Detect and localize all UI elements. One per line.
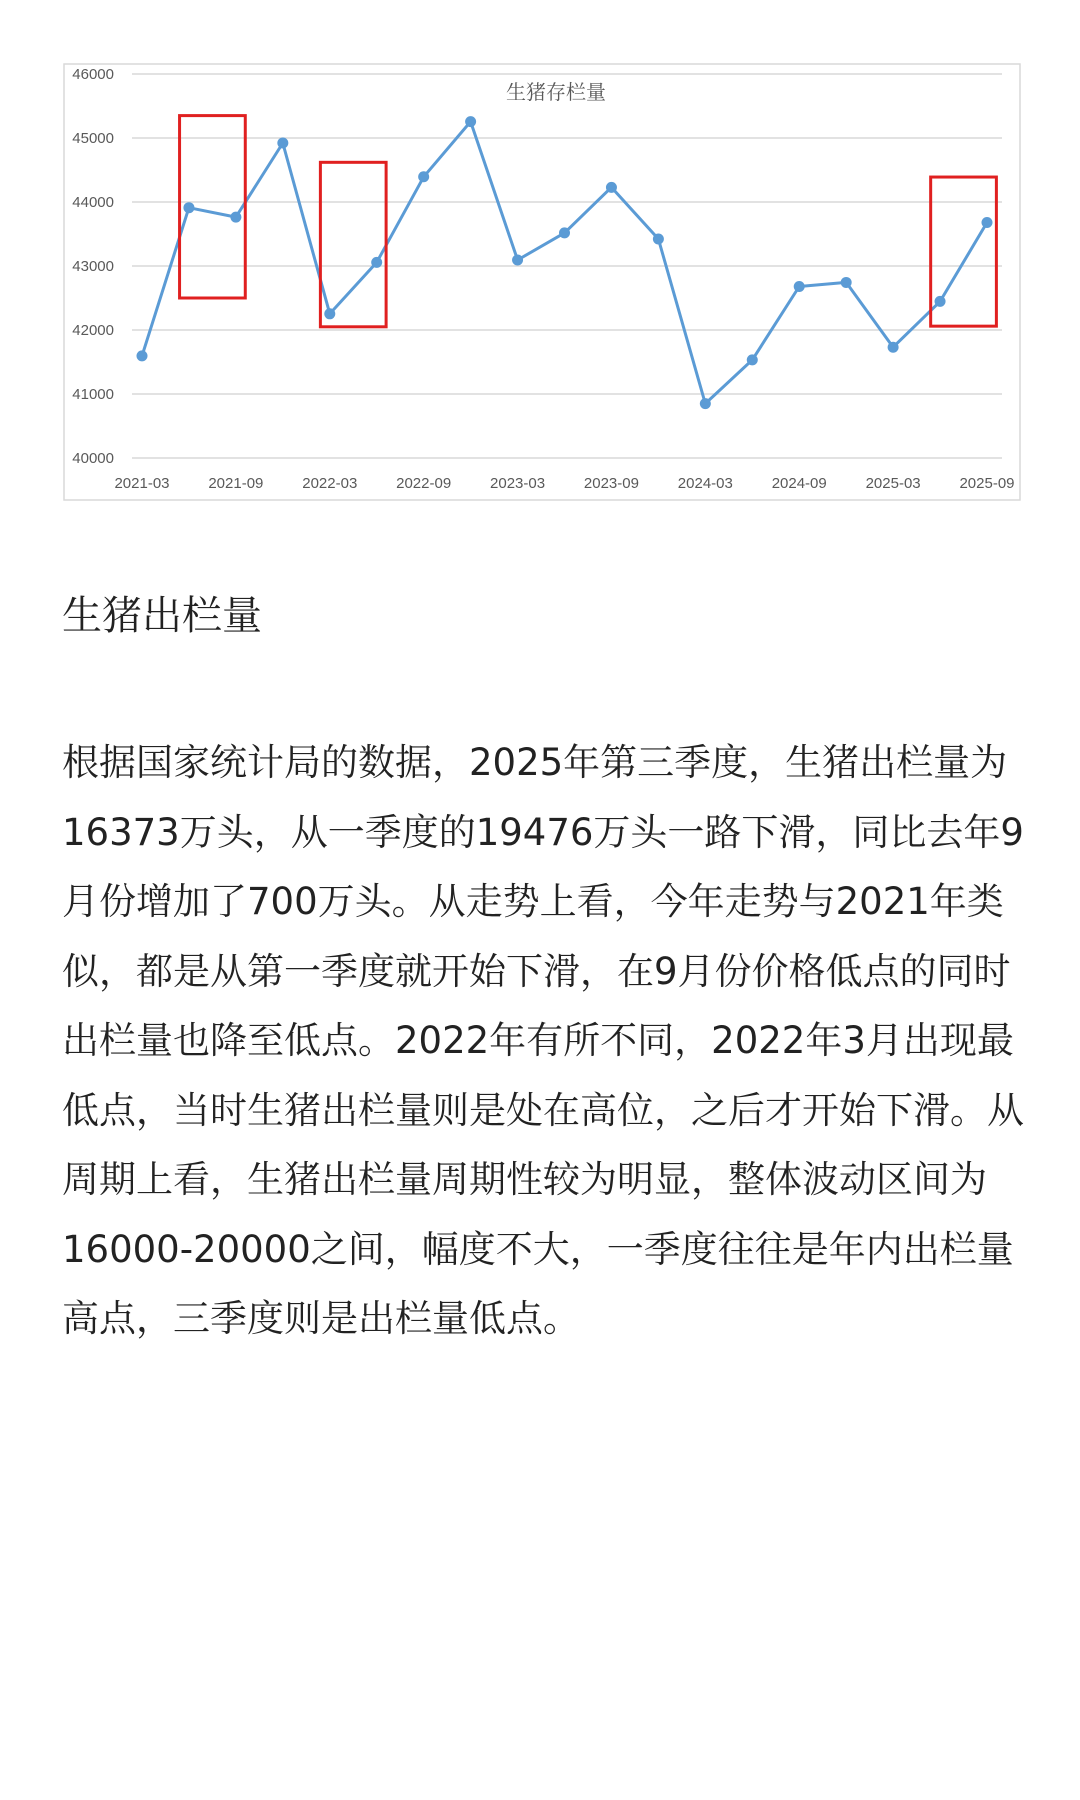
hog-inventory-chart: [62, 62, 1022, 502]
article-paragraph: 根据国家统计局的数据，2025年第三季度，生猪出栏量为16373万头，从一季度的19476万头一路下滑，同比去年9月份增加了700万头。从走势上看，今年走势与2021年类似，都是从第一季度就开始下滑，在9月份价格低点的同时出栏量也降至低点。2022年有所不同，2022年3月出现最低点，当时生猪出栏量则是处在高位，之后才开始下滑。从周期上看，生猪出栏量周期性较为明显，整体波动区间为16000-20000之间，幅度不大，一季度往往是年内出栏量高点，三季度则是出栏量低点。: [62, 741, 1024, 1340]
line-chart: [62, 62, 1022, 502]
y-tick-label: 43000: [72, 258, 114, 275]
data-point: [465, 116, 476, 127]
x-tick-label: 2024-09: [771, 475, 827, 492]
x-tick-label: 2022-03: [302, 475, 358, 492]
chart-border: [64, 64, 1020, 500]
data-point: [747, 354, 758, 365]
data-point: [324, 308, 335, 319]
data-point: [418, 171, 429, 182]
data-point: [653, 233, 664, 244]
data-point: [982, 217, 993, 228]
x-tick-label: 2024-03: [677, 475, 733, 492]
x-tick-label: 2025-03: [865, 475, 921, 492]
y-tick-label: 46000: [72, 66, 114, 83]
data-point: [888, 342, 899, 353]
y-tick-label: 40000: [72, 450, 114, 467]
section-heading: 生猪出栏量: [62, 593, 262, 639]
x-tick-label: 2023-09: [583, 475, 639, 492]
y-tick-label: 42000: [72, 322, 114, 339]
data-point: [841, 277, 852, 288]
chart-title: 生猪存栏量: [506, 80, 606, 104]
data-point: [794, 281, 805, 292]
y-tick-label: 45000: [72, 130, 114, 147]
data-point: [935, 296, 946, 307]
x-tick-label: 2022-09: [396, 475, 452, 492]
x-tick-label: 2023-03: [490, 475, 546, 492]
data-point: [700, 398, 711, 409]
data-point: [559, 227, 570, 238]
y-tick-label: 44000: [72, 194, 114, 211]
x-tick-label: 2025-09: [959, 475, 1015, 492]
x-tick-label: 2021-03: [114, 475, 170, 492]
data-point: [230, 212, 241, 223]
y-tick-label: 41000: [72, 386, 114, 403]
data-point: [277, 137, 288, 148]
data-point: [183, 202, 194, 213]
data-point: [137, 350, 148, 361]
data-point: [371, 257, 382, 268]
data-point: [512, 254, 523, 265]
x-tick-label: 2021-09: [208, 475, 264, 492]
data-point: [606, 182, 617, 193]
